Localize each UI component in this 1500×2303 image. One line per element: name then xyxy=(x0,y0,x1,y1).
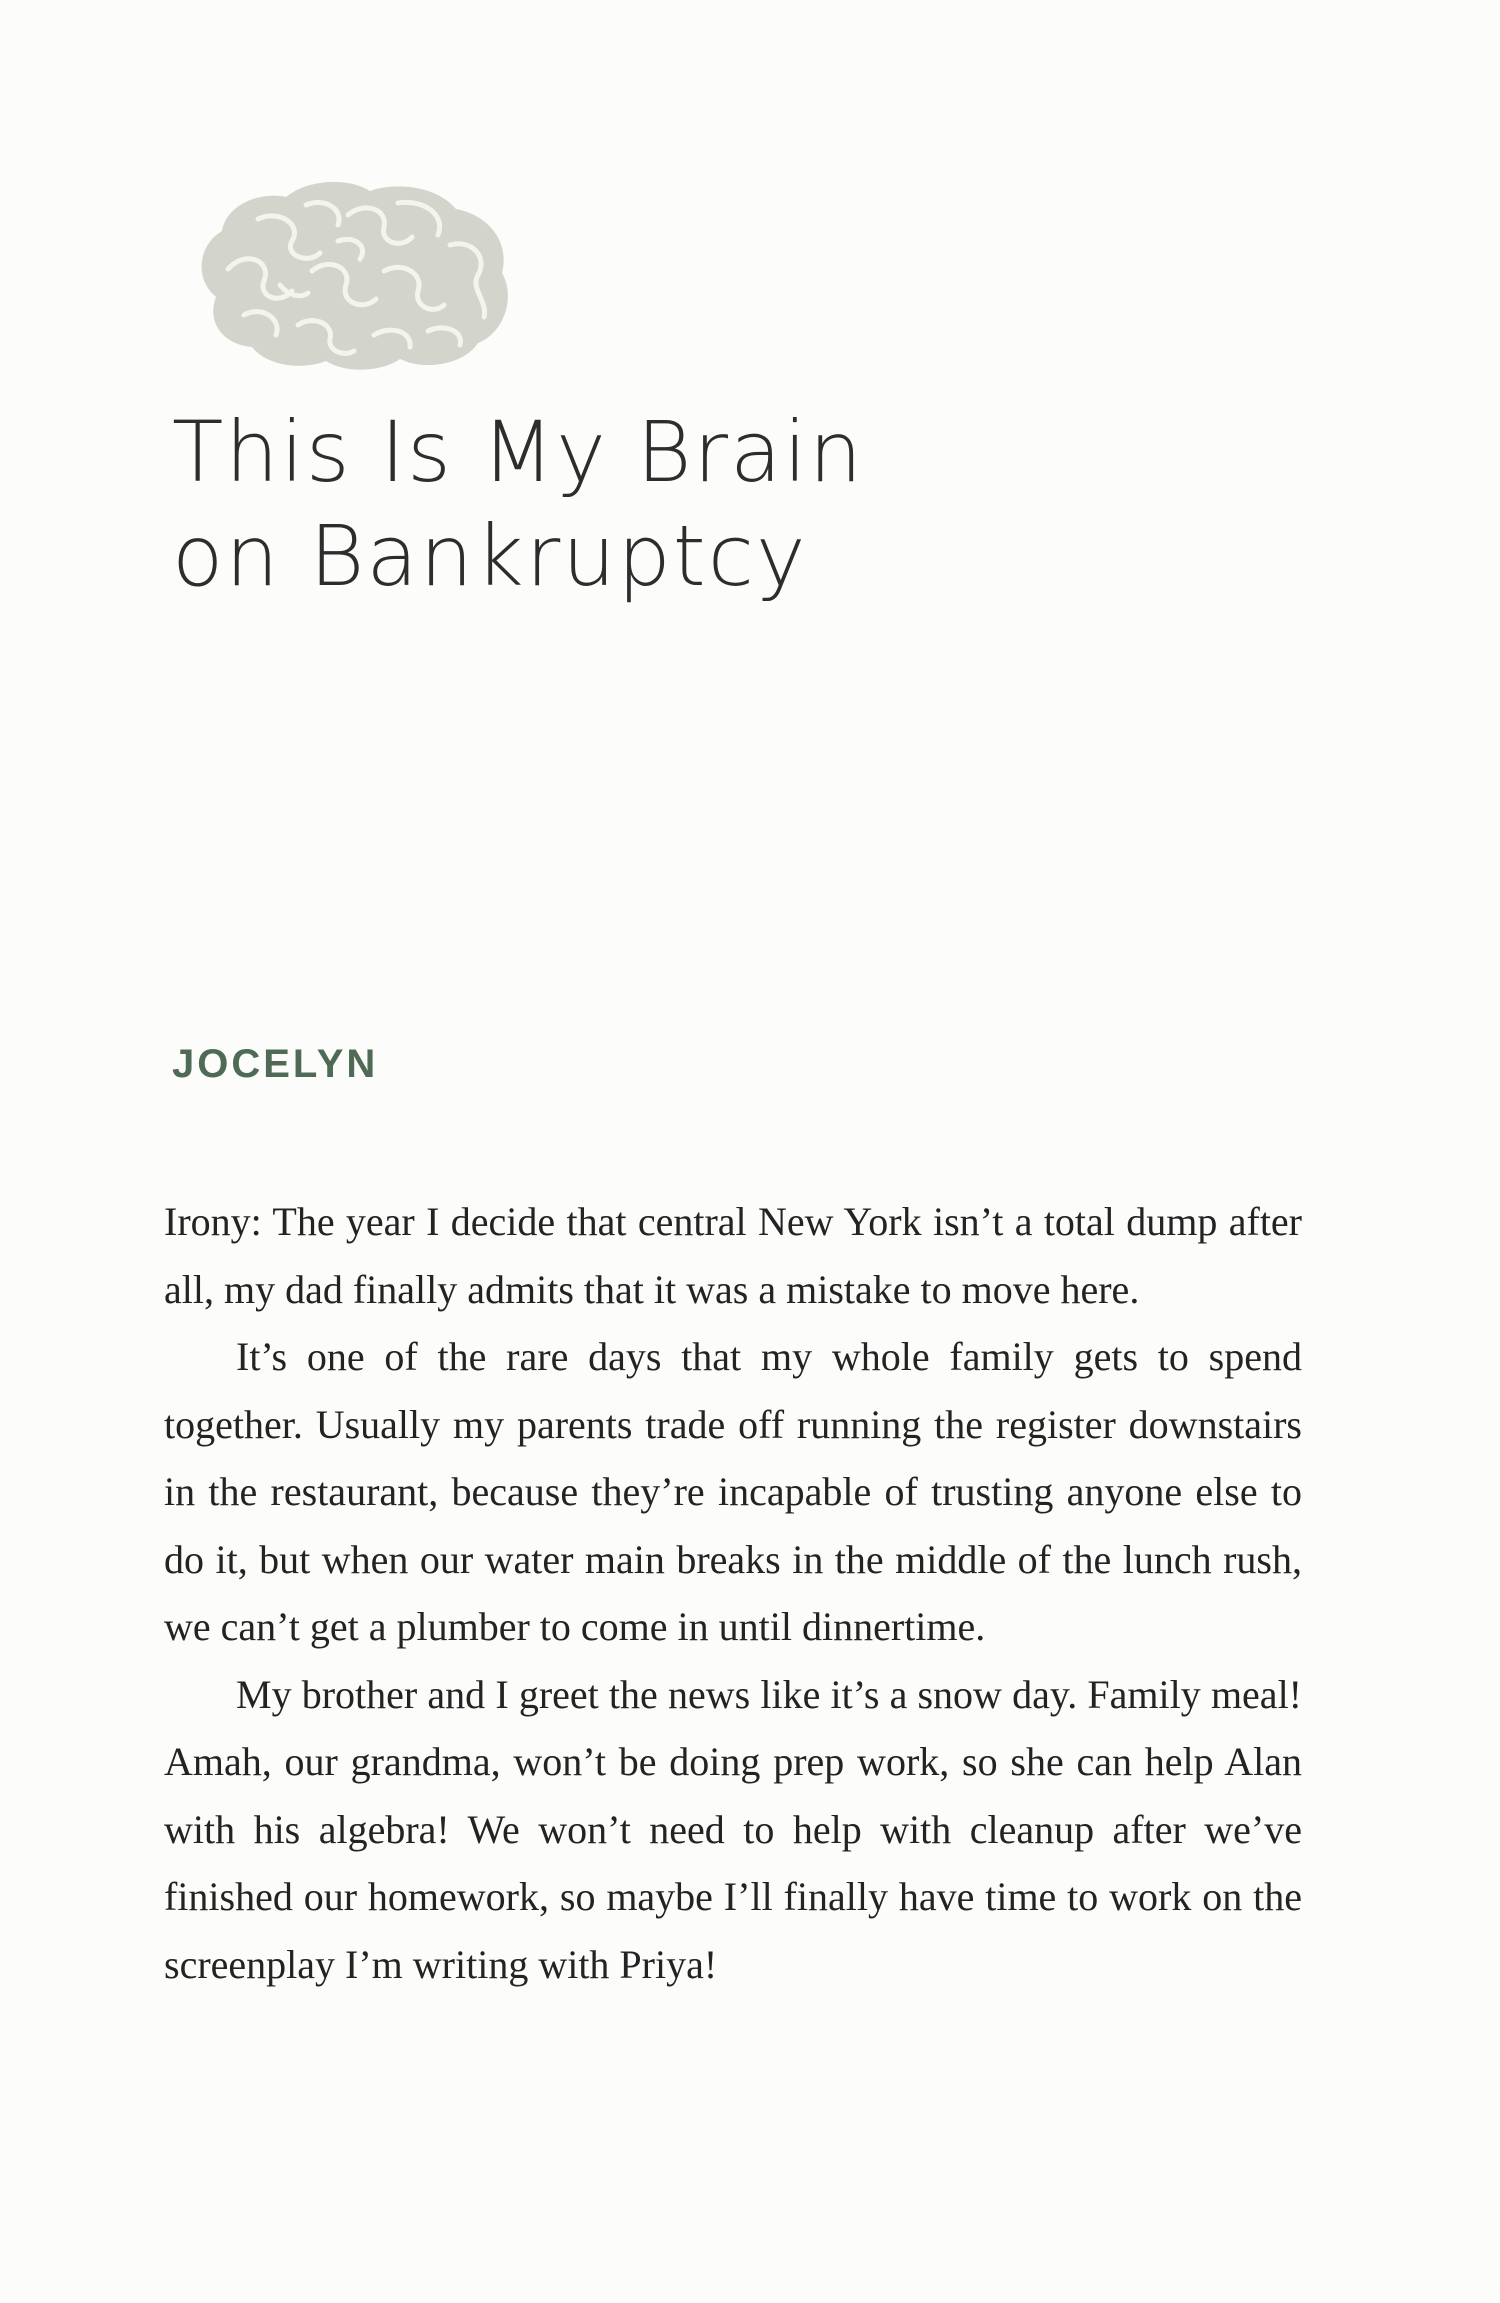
chapter-title-line-1: This Is My Brain xyxy=(172,403,865,501)
paragraph-1: Irony: The year I decide that central New York isn’t a total dump after all, my dad finally admits that it was a mistake to move here. xyxy=(164,1199,1302,1312)
chapter-title-line-2: on Bankruptcy xyxy=(172,507,808,605)
chapter-body xyxy=(164,1188,1302,1998)
paragraph-3: My brother and I greet the news like it’s a snow day. Family meal! Amah, our grandma, won’t be doing prep work, so she can help Alan with his algebra! We won’t need to help with cleanup after we’ve finished our homework, so maybe I’ll finally have time to work on the screenplay I’m writing with Priya! xyxy=(164,1671,1302,1987)
narrator-heading: JOCELYN xyxy=(172,1042,379,1086)
chapter-title xyxy=(172,400,1072,608)
paragraph-2: It’s one of the rare days that my whole family gets to spend together. Usually my parents trade off running the register downstairs in the restaurant, because they’re incapable of trusting anyone else to do it, but when our water main breaks in the middle of the lunch rush, we can’t get a plumber to come in until dinnertime. xyxy=(164,1334,1302,1649)
brain-icon xyxy=(188,175,520,375)
